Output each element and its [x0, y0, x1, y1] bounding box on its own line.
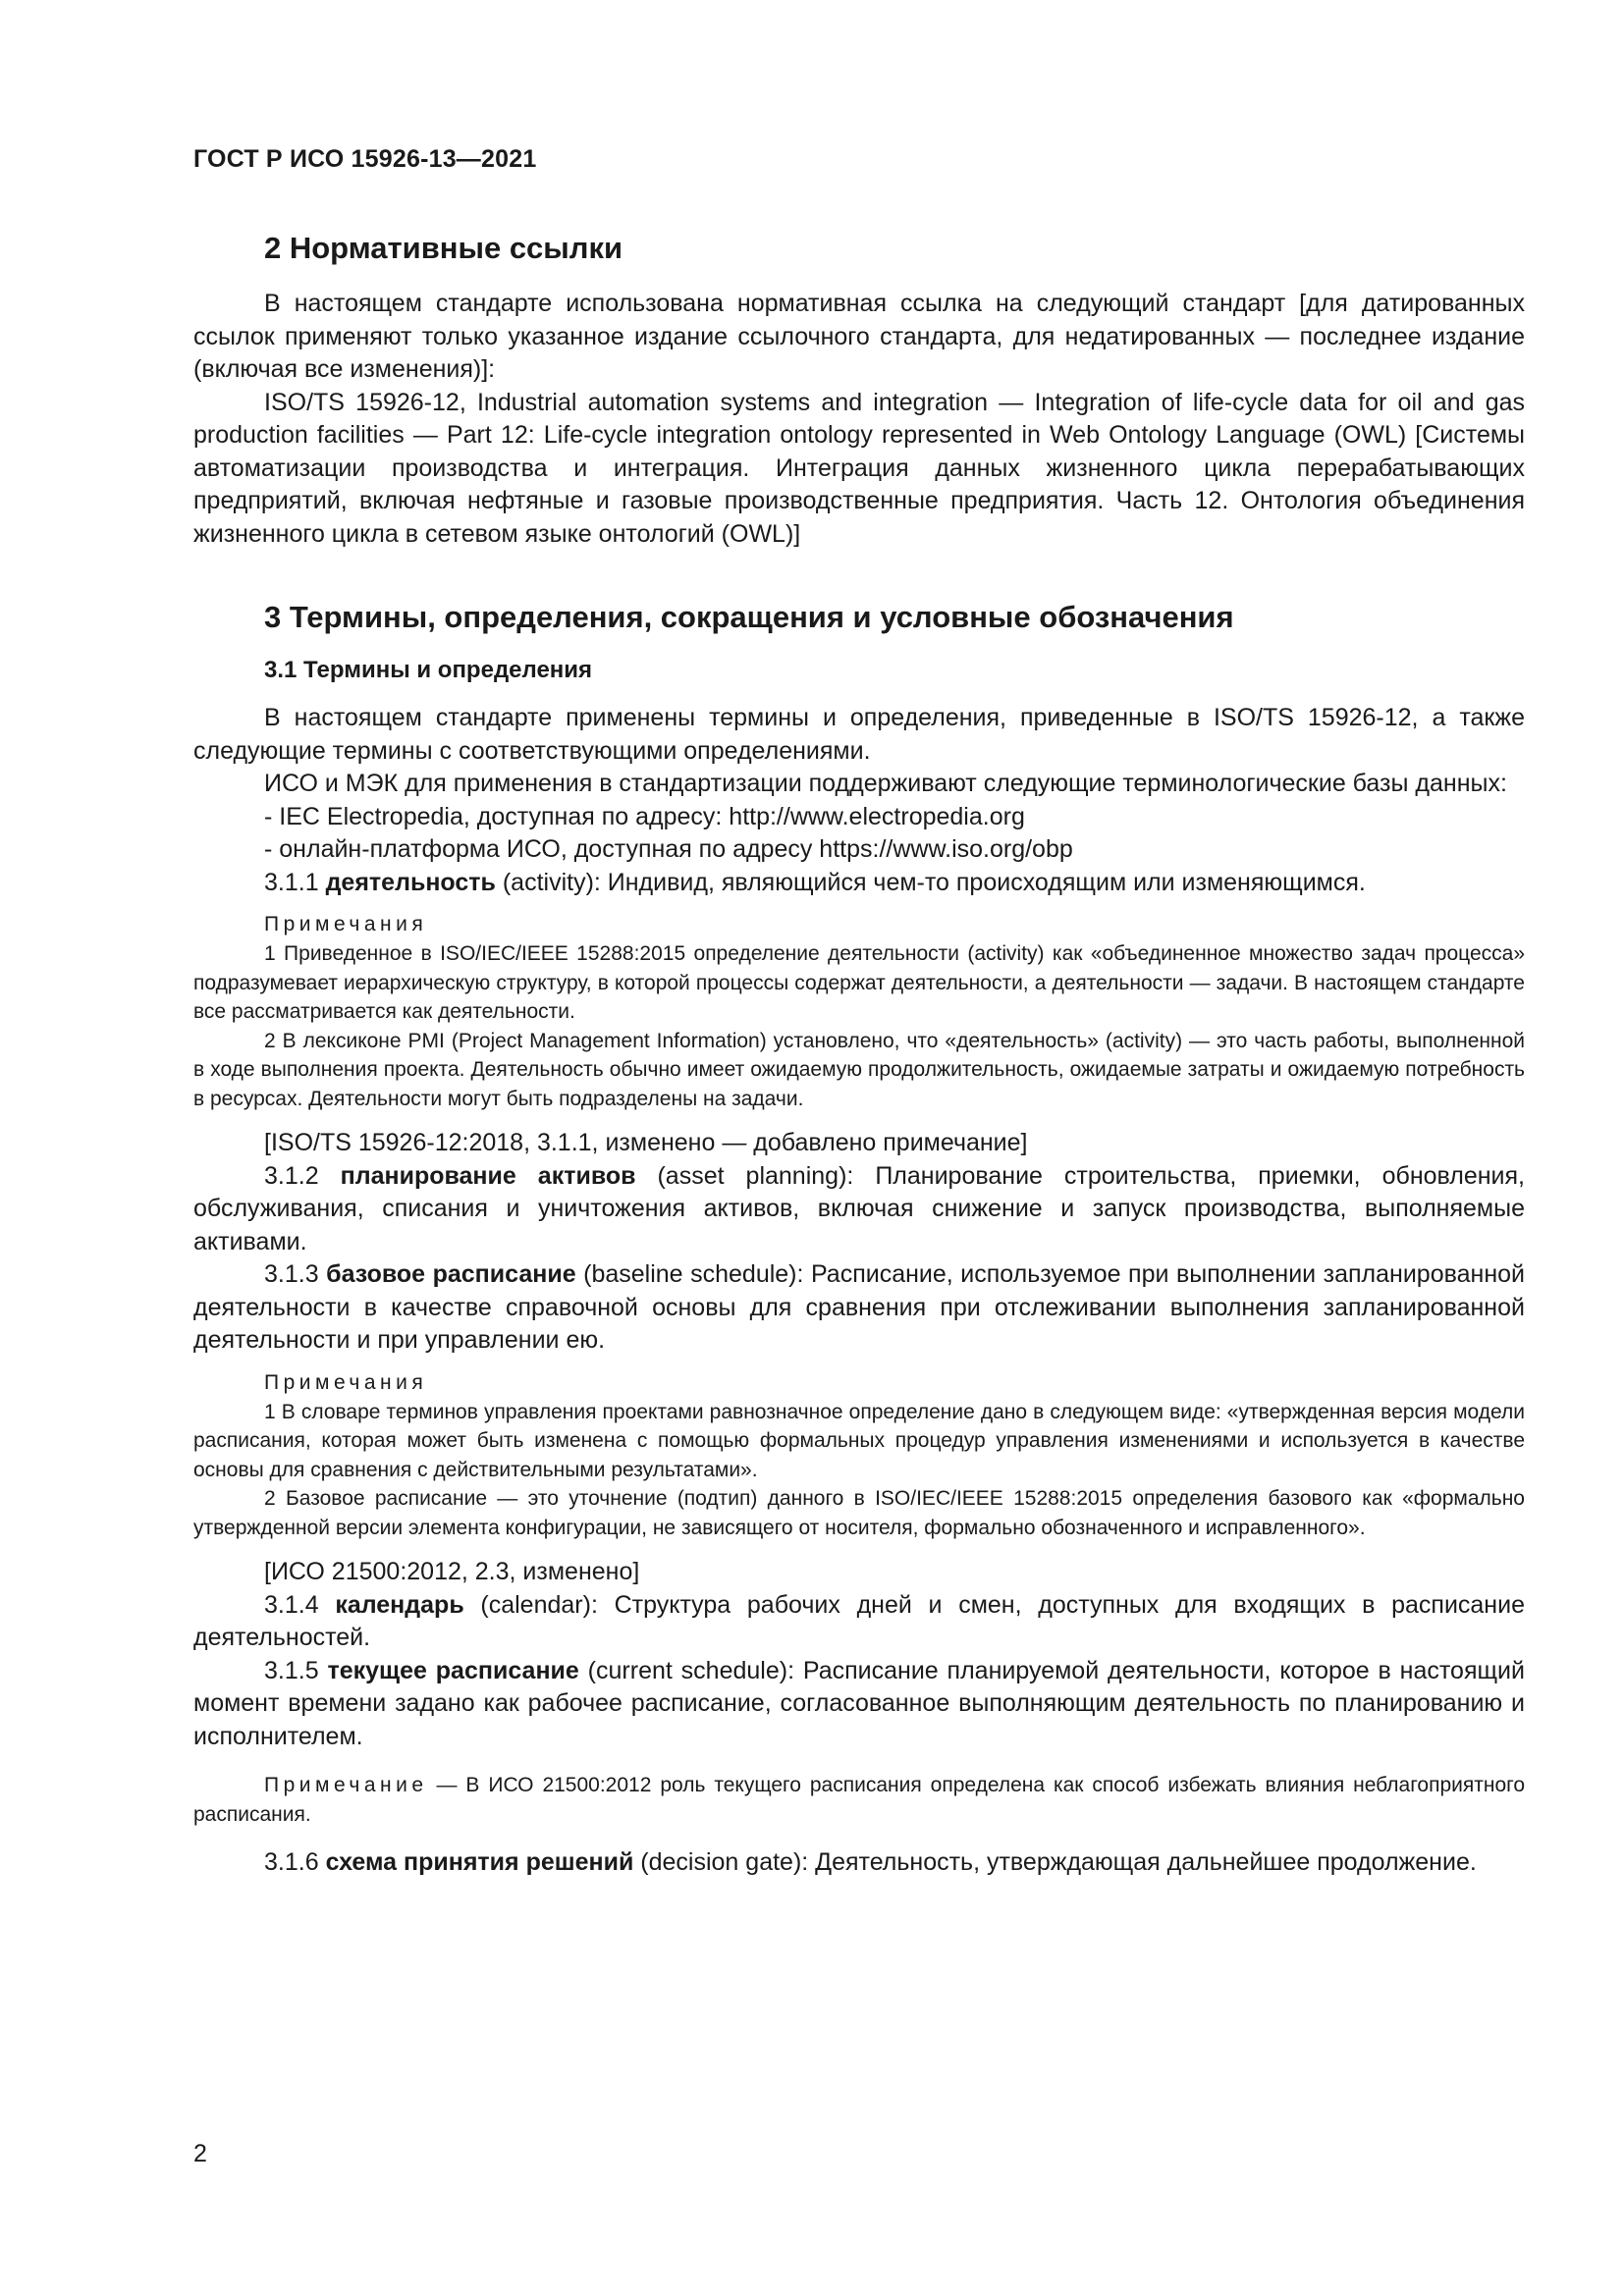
section-2-reference: ISO/TS 15926-12, Industrial automation systems and integration — Integration of life-cycle data for oil and gas production facilities — Part 12: Life-cycle integration ontology represented in Web Ontology Language (OWL) [Системы автоматизации производства и интеграция. Интеграция данных жизненного цикла перерабатывающих предприятий, включая нефтяные и газовые производственные предприятия. Часть 12. Онтология объединения жизненного цикла в сетевом языке онтологий (OWL)]: [193, 388, 1525, 548]
page-number: 2: [193, 2140, 207, 2167]
term-3-1-6: [193, 1846, 1525, 1880]
document-page: [193, 145, 1525, 1880]
term-number: 3.1.6: [264, 1848, 319, 1876]
term-3-1-1: [193, 867, 1525, 900]
term-3-1-3: [193, 1258, 1525, 1358]
term-name: деятельность: [325, 868, 496, 896]
term-name: текущее расписание: [327, 1656, 579, 1684]
term-3-1-1-note-1: 1 Приведенное в ISO/IEC/IEEE 15288:2015 определение деятельности (activity) как «объединенное множество задач процесса» подразумевает иерархическую структуру, в которой процессы содержат деятельности, а деятельности — задачи. В настоящем стандарте все рассматривается как деятельности.: [193, 942, 1525, 1023]
term-3-1-5-note: [193, 1771, 1525, 1829]
term-3-1-3-source: [ИСО 21500:2012, 2.3, изменено]: [264, 1558, 640, 1585]
subsection-3-1-title: 3.1 Термины и определения: [264, 657, 593, 683]
term-name: планирование активов: [340, 1161, 636, 1190]
note-label: Примечание: [264, 1774, 428, 1796]
term-3-1-1-source: [ISO/TS 15926-12:2018, 3.1.1, изменено — добавлено примечание]: [264, 1129, 1028, 1156]
term-3-1-5: [193, 1655, 1525, 1754]
section-3-intro-1: В настоящем стандарте применены термины и определения, приведенные в ISO/TS 15926-12, а также следующие термины с соответствующими определениями.: [193, 704, 1525, 765]
term-definition: (current schedule): Расписание планируемой деятельности, которое в настоящий момент времени задано как рабочее расписание, согласованное выполняющим деятельность по планированию и исполнителем.: [193, 1656, 1525, 1750]
term-definition: (calendar): Структура рабочих дней и смен, доступных для входящих в расписание деятельностей.: [193, 1590, 1525, 1651]
term-definition: (asset planning): Планирование строительства, приемки, обновления, обслуживания, списания и уничтожения активов, включая снижение и запуск производства, выполняемые активами.: [193, 1161, 1525, 1255]
term-3-1-3-note-2: 2 Базовое расписание — это уточнение (подтип) данного в ISO/IEC/IEEE 15288:2015 определения базового как «формально утвержденной версии элемента конфигурации, не зависящего от носителя, формально обозначенного и исправленного».: [193, 1487, 1525, 1539]
section-2-intro: В настоящем стандарте использована нормативная ссылка на следующий стандарт [для датированных ссылок применяют только указанное издание ссылочного стандарта, для недатированных — последнее издание (включая все изменения)]:: [193, 290, 1525, 383]
term-definition: (decision gate): Деятельность, утверждающая дальнейшее продолжение.: [633, 1848, 1477, 1876]
term-name: календарь: [335, 1590, 464, 1619]
term-name: базовое расписание: [326, 1260, 576, 1288]
term-3-1-3-note-1: 1 В словаре терминов управления проектами равнозначное определение дано в следующем виде: «утвержденная версия модели расписания, которая может быть изменена с помощью формальных процедур управления изменениями и используется в качестве основы для сравнения с действительными результатами».: [193, 1400, 1525, 1481]
term-number: 3.1.3: [264, 1260, 319, 1288]
term-number: 3.1.1: [264, 868, 319, 896]
note-text: — В ИСО 21500:2012 роль текущего расписания определена как способ избежать влияния неблагоприятного расписания.: [193, 1774, 1525, 1826]
section-3-title: 3 Термины, определения, сокращения и условные обозначения: [264, 600, 1234, 634]
notes-label: Примечания: [264, 913, 428, 935]
term-number: 3.1.2: [264, 1161, 319, 1190]
database-item-iso-obp: - онлайн-платформа ИСО, доступная по адресу https://www.iso.org/obp: [264, 835, 1073, 863]
term-definition: (baseline schedule): Расписание, используемое при выполнении запланированной деятельности в качестве справочной основы для сравнения при отслеживании выполнения запланированной деятельности и при управлении ею.: [193, 1260, 1526, 1354]
term-definition: (activity): Индивид, являющийся чем-то происходящим или изменяющимся.: [495, 868, 1366, 896]
database-item-electropedia: - IEC Electropedia, доступная по адресу: http://www.electropedia.org: [264, 802, 1025, 830]
term-number: 3.1.4: [264, 1590, 319, 1619]
term-name: схема принятия решений: [325, 1848, 634, 1876]
term-3-1-1-note-2: 2 В лексиконе PMI (Project Management Information) установлено, что «деятельность» (activity) — это часть работы, выполненной в ходе выполнения проекта. Деятельность обычно имеет ожидаемую продолжительность, ожидаемые затраты и ожидаемую потребность в ресурсах. Деятельности могут быть подразделены на задачи.: [193, 1029, 1525, 1110]
section-2-title: 2 Нормативные ссылки: [264, 231, 623, 265]
notes-label: Примечания: [264, 1370, 428, 1394]
document-header: ГОСТ Р ИСО 15926-13—2021: [193, 145, 537, 173]
term-3-1-2: [193, 1160, 1525, 1259]
term-3-1-4: [193, 1589, 1525, 1655]
term-number: 3.1.5: [264, 1656, 319, 1684]
section-3-intro-2: ИСО и МЭК для применения в стандартизации поддерживают следующие терминологические базы данных:: [264, 770, 1507, 797]
